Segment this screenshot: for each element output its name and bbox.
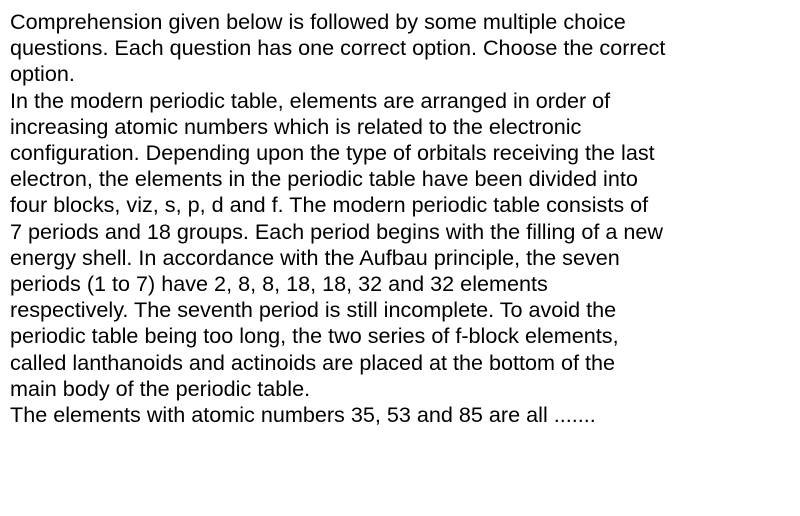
question-prompt: The elements with atomic numbers 35, 53 and 85 are all .......	[10, 402, 596, 428]
instructions-text: Comprehension given below is followed by some multiple choice questions. Each question has one correct option. Choose the correct option.	[10, 9, 666, 87]
comprehension-passage: In the modern periodic table, elements are arranged in order of increasing atomic numbers which is related to the electronic configuration. Depending upon the type of orbitals receiving the last electron, the elements in the periodic table have been divided into four blocks, viz, s, p, d and f. The modern periodic table consists of 7 periods and 18 groups. Each period begins with the filling of a new energy shell. In accordance with the Aufbau principle, the seven periods (1 to 7) have 2, 8, 8, 18, 18, 32 and 32 elements respectively. The seventh period is still incomplete. To avoid the periodic table being too long, the two series of f-block elements, called lanthanoids and actinoids are placed at the bottom of the main body of the periodic table.	[10, 87, 664, 401]
